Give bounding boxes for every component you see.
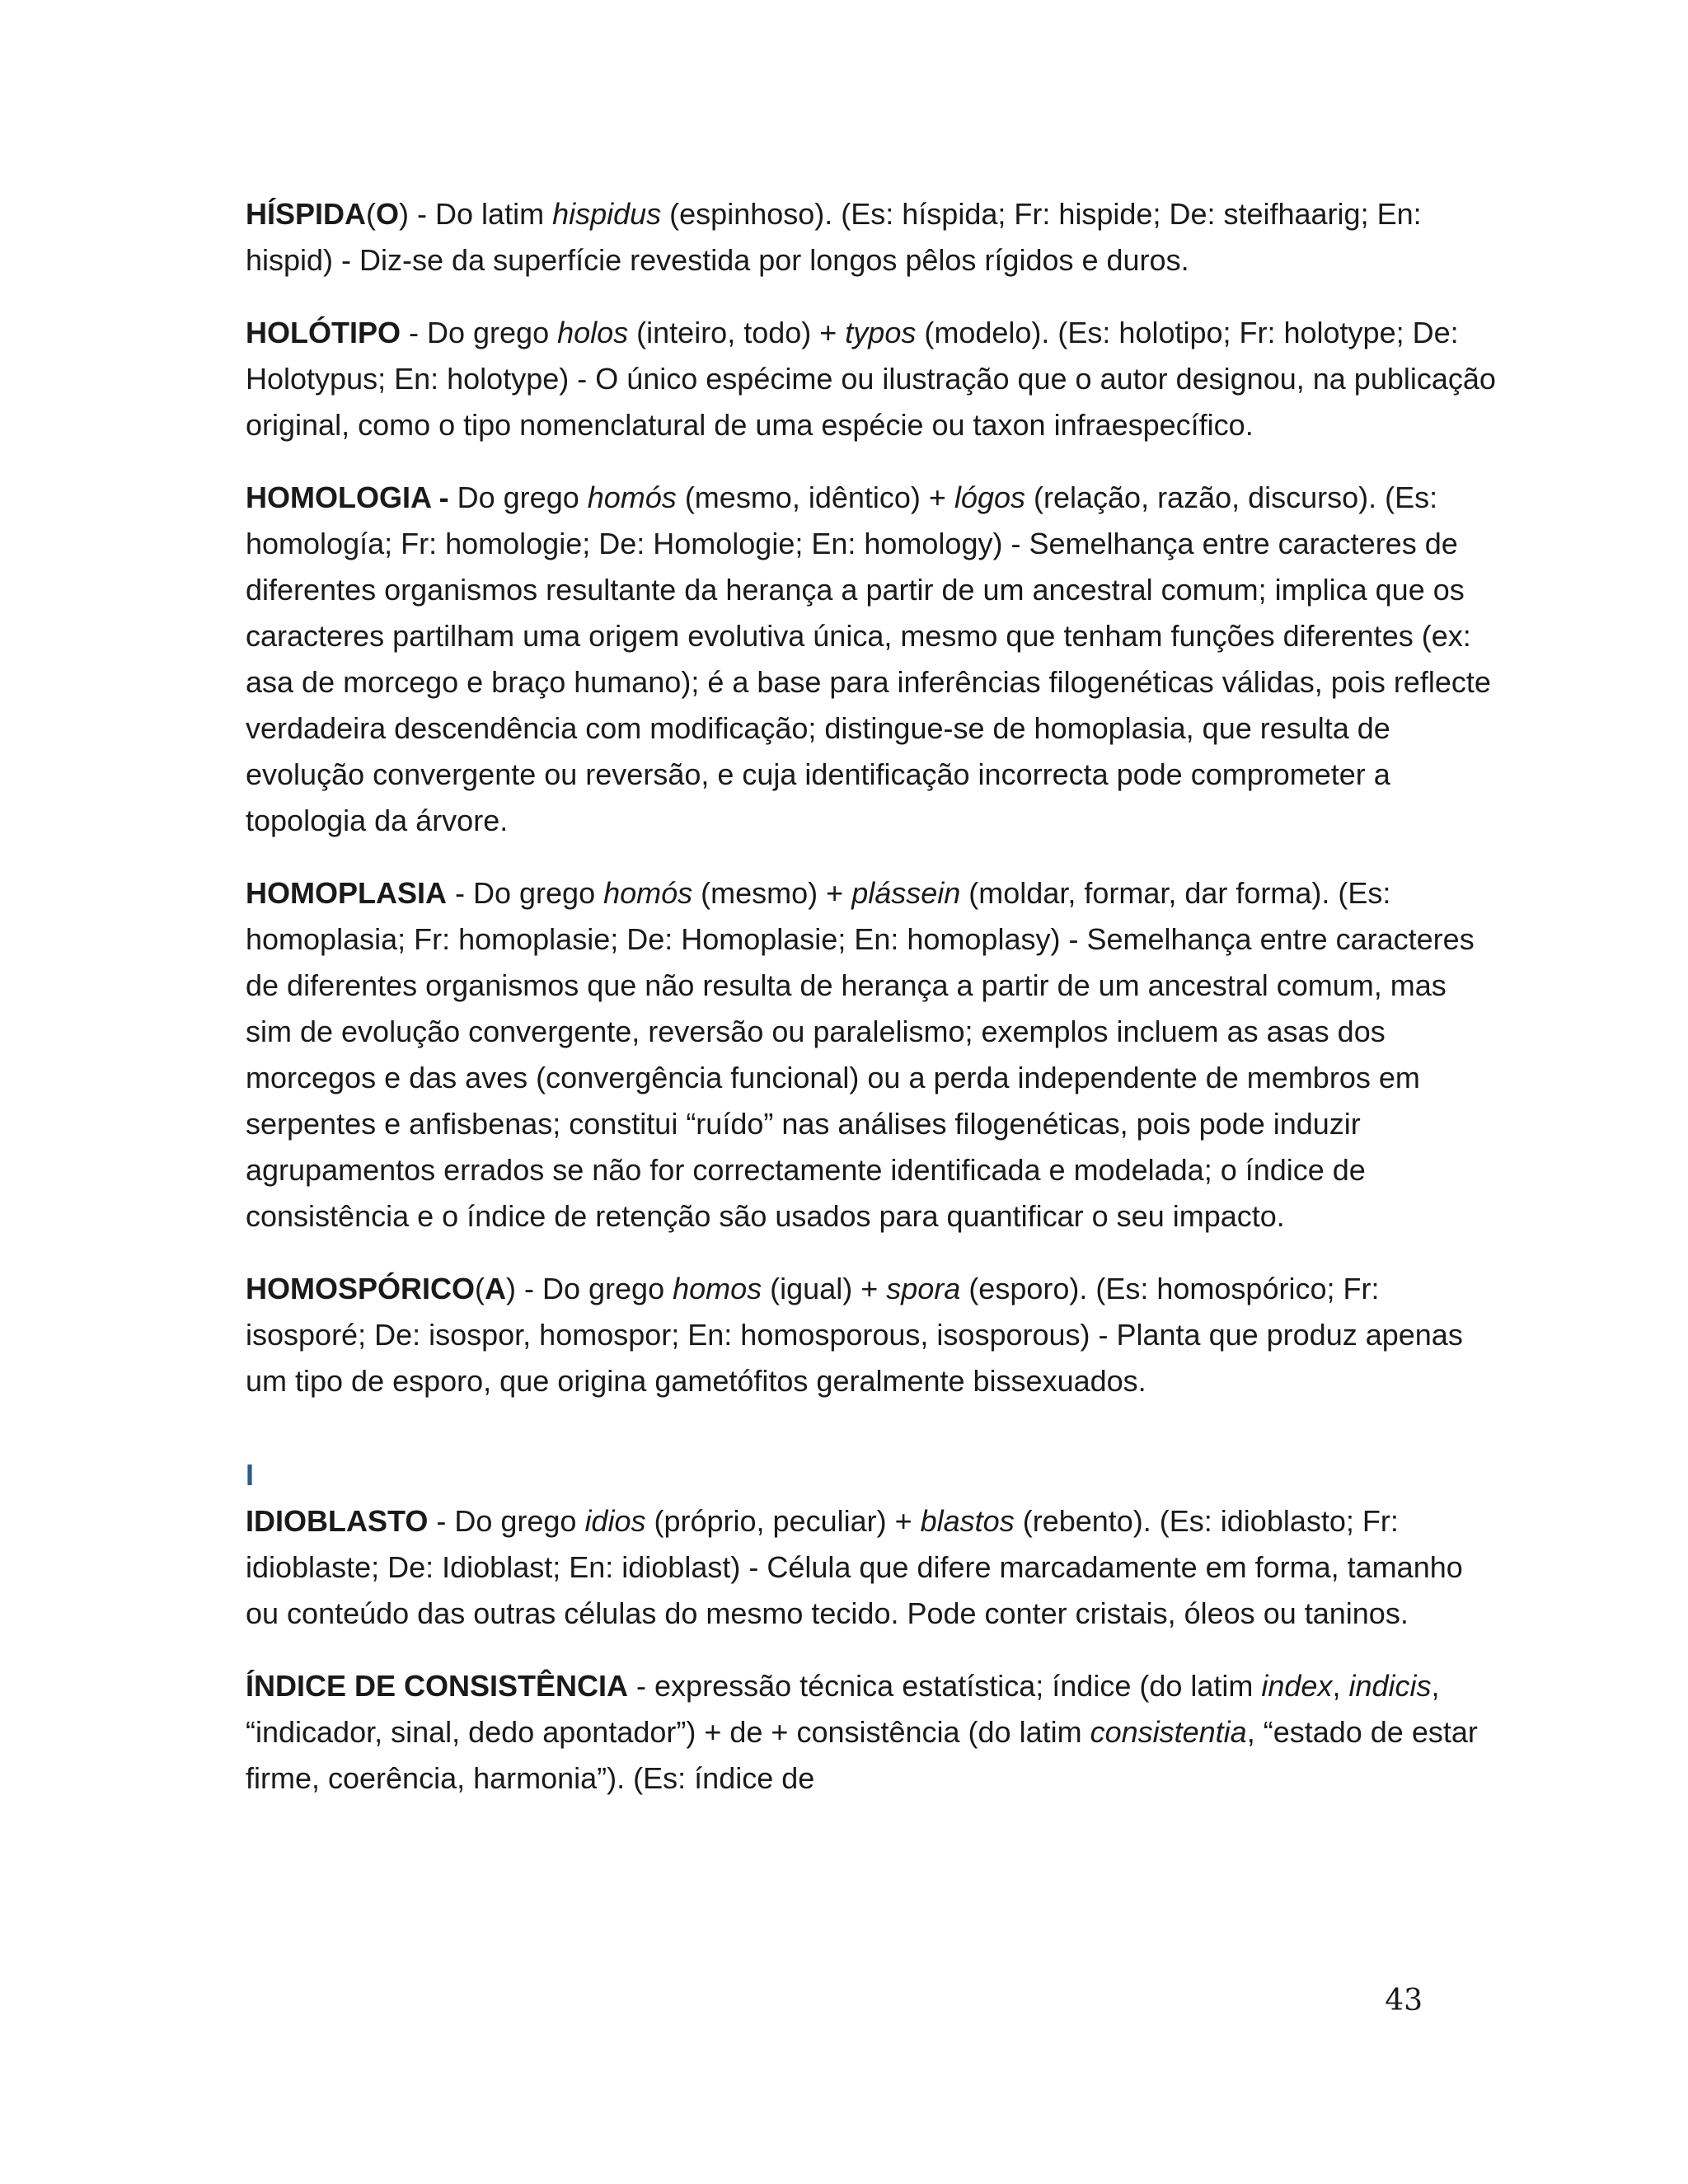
- etymon: blastos: [920, 1504, 1015, 1538]
- glossary-entry-indice-consistencia: ÍNDICE DE CONSISTÊNCIA - expressão técnica estatística; índice (do latim index, indicis, “indicador, sinal, dedo apontador”) + de + consistência (do latim consistentia, “estado de estar firme, coerência, harmonia”). (Es: índice de: [246, 1669, 1478, 1795]
- page-number: 43: [1385, 1984, 1423, 2018]
- glossary-entry-homologia: HOMOLOGIA - Do grego homós (mesmo, idêntico) + lógos (relação, razão, discurso). (Es: homología; Fr: homologie; De: Homologie; En: homology) - Semelhança entre caracteres de diferentes organismos resultante da herança a partir de um ancestral comum; implica que os caracteres partilham uma origem evolutiva única, mesmo que tenham funções diferentes (ex: asa de morcego e braço humano); é a base para inferências filogenéticas válidas, pois reflecte verdadeira descendência com modificação; distingue-se de homoplasia, que resulta de evolução convergente ou reversão, e cuja identificação incorrecta pode comprometer a topologia da árvore.: [246, 480, 1491, 837]
- entry-term: ÍNDICE DE CONSISTÊNCIA: [246, 1669, 629, 1703]
- etymon: homos: [673, 1272, 762, 1305]
- etymon: lógos: [954, 480, 1025, 514]
- etymon: spora: [886, 1272, 961, 1305]
- entry-term: HOMOSPÓRICO: [246, 1272, 476, 1305]
- etymon: index: [1261, 1669, 1333, 1703]
- etymon: hispidus: [552, 197, 662, 231]
- entry-term: HOMOLOGIA -: [246, 480, 449, 514]
- entry-term: HÍSPIDA: [246, 197, 367, 231]
- glossary-content: [246, 191, 1498, 1828]
- glossary-entry-idioblasto: IDIOBLASTO - Do grego idios (próprio, peculiar) + blastos (rebento). (Es: idioblasto; Fr: idioblaste; De: Idioblast; En: idioblast) - Célula que difere marcadamente em forma, tamanho ou conteúdo das outras células do mesmo tecido. Pode conter cristais, óleos ou taninos.: [246, 1504, 1463, 1630]
- etymon: consistentia: [1090, 1715, 1247, 1749]
- section-heading-letter: I: [246, 1458, 255, 1492]
- etymon: idios: [584, 1504, 646, 1538]
- entry-term-suffix: O: [376, 197, 400, 231]
- entry-term: HOLÓTIPO: [246, 316, 401, 349]
- entry-term-suffix: A: [485, 1272, 507, 1305]
- glossary-entry-homosporico: HOMOSPÓRICO(A) - Do grego homos (igual) + spora (esporo). (Es: homospórico; Fr: isosporé; De: isospor, homospor; En: homosporous, isosporous) - Planta que produz apenas um tipo de esporo, que origina gametófitos geralmente bissexuados.: [246, 1272, 1463, 1398]
- entry-term: HOMOPLASIA: [246, 876, 448, 910]
- glossary-entry-holotipo: HOLÓTIPO - Do grego holos (inteiro, todo) + typos (modelo). (Es: holotipo; Fr: holotype; De: Holotypus; En: holotype) - O único espécime ou ilustração que o autor designou, na publicação original, como o tipo nomenclatural de uma espécie ou taxon infraespecífico.: [246, 316, 1496, 442]
- etymon: plássein: [851, 876, 961, 910]
- etymon: indicis: [1348, 1669, 1432, 1703]
- etymon: typos: [845, 316, 917, 349]
- etymon: homós: [587, 480, 677, 514]
- entry-term: IDIOBLASTO: [246, 1504, 429, 1538]
- glossary-entry-hispida: HÍSPIDA(O) - Do latim hispidus (espinhoso). (Es: híspida; Fr: hispide; De: steifhaarig; En: hispid) - Diz-se da superfície revestida por longos pêlos rígidos e duros.: [246, 197, 1422, 277]
- etymon: holos: [557, 316, 629, 349]
- etymon: homós: [603, 876, 693, 910]
- glossary-entry-homoplasia: HOMOPLASIA - Do grego homós (mesmo) + plássein (moldar, formar, dar forma). (Es: homoplasia; Fr: homoplasie; De: Homoplasie; En: homoplasy) - Semelhança entre caracteres de diferentes organismos que não resulta de herança a partir de um ancestral comum, mas sim de evolução convergente, reversão ou paralelismo; exemplos incluem as asas dos morcegos e das aves (convergência funcional) ou a perda independente de membros em serpentes e anfisbenas; constitui “ruído” nas análises filogenéticas, pois pode induzir agrupamentos errados se não for correctamente identificada e modelada; o índice de consistência e o índice de retenção são usados para quantificar o seu impacto.: [246, 876, 1475, 1233]
